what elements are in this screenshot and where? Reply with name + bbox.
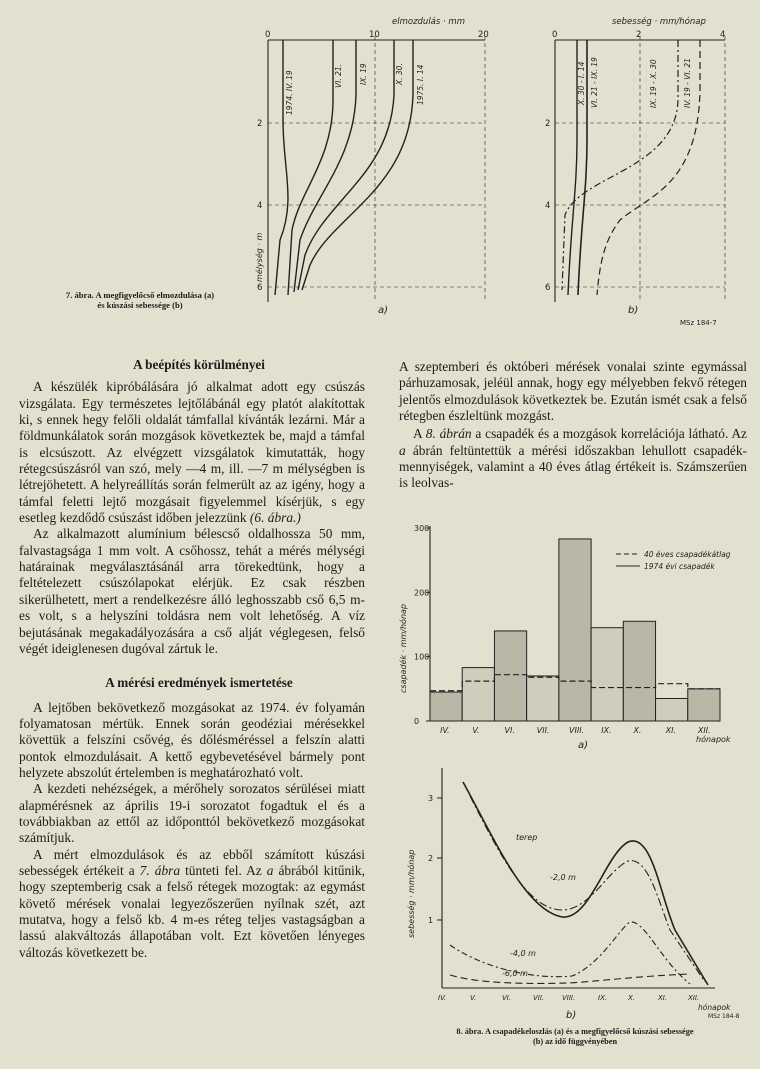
paragraph-6: A szeptemberi és októberi mérések vonalai szinte egymással párhuzamosak, jeléül annak, hogy egy mélyebben fekvő rétegen jelentős elmozdulások következtek be. Ezután ismét csak a felső rétegben észleltünk mozgást. (399, 359, 747, 424)
legend-40-eves: 40 éves csapadékátlag (644, 550, 731, 559)
curve-X-30 (298, 40, 394, 290)
top-axis-label-b: sebesség · mm/hónap (612, 17, 706, 27)
figure-8b-source: MSz 184-8 (708, 1013, 740, 1020)
y-tick-8a-200: 200 (414, 588, 430, 598)
panel-label-a: a) (378, 305, 389, 316)
paragraph-2: Az alkalmazott alumínium bélescső oldalhossza 50 mm, falvastagsága 1 mm volt. A csőhossz, tehát a mérés mélységi határainak megválasztásánál arra törekedtünk, hogy a feltételezett csúszólapokat elérjük. Ez csak részben sikerülhetett, mert a rendelkezésre álló leghosszabb cső 6,5 m-es volt, s a helyszíni toldásra nem volt lehetőség. A víz bejutásának megakadályozására a cső alját véglegesen, felső végét ideiglenesen dugóval zártuk le. (19, 526, 365, 656)
y-tick-8b-1: 1 (428, 916, 434, 925)
x-tick-8a-VII.: VII. (536, 726, 550, 735)
x-tick-8a-X.: X. (633, 726, 642, 735)
figure-8a-y-ticks (414, 524, 430, 726)
x-tick-8b-VII: VII. (533, 994, 545, 1002)
x-tick-8b-X: X. (628, 994, 636, 1002)
paragraph-5: A mért elmozdulások és az ebből számított kúszási sebességek értékeit a 7. ábra tünteti fel. Az a ábrából kitűnik, hogy szeptemberig csak a felső rétegek mozogtak: az egymást követő mérések vonalai legyezőszerűen nyílnak szét, azt mutatva, hogy a felső kb. 4 m-es réteg teljes vastagságban a lassú alakváltozás állapotában volt. Ezt követően lényeges változás következett be. (19, 846, 365, 960)
y-tick-b-4: 4 (545, 201, 551, 211)
x-tick-a-1: 10 (369, 30, 380, 40)
curve-label-X30-I14: X. 30 - I. 14 (577, 61, 586, 105)
heading-beepites: A beépítés körülményei (133, 357, 265, 372)
left-column (19, 357, 365, 961)
figure-8b-y-label: sebesség · mm/hónap (407, 849, 416, 938)
panel-label-b: b) (628, 305, 639, 316)
x-tick-b-2: 2 (636, 30, 642, 40)
figure-7-source: MSz 184-7 (680, 319, 717, 327)
x-tick-8a-XI.: XI. (665, 726, 677, 735)
figure-8b-chart (390, 760, 760, 1022)
x-tick-8a-IV.: IV. (440, 726, 450, 735)
curve-label-1974-IV-19: 1974. IV. 19 (285, 70, 294, 115)
paragraph-4: A kezdeti nehézségek, a mérőhely sorozatos sérülései miatt alapmérésnek az április 19-i sorozatot fogadtuk el és a továbbiakban az ettől az időponttól bekövetkező mozgásokat számítjuk. (19, 781, 365, 846)
label-6m: -6,0 m (502, 969, 528, 978)
figure-8a-panel-label: a) (578, 740, 589, 751)
y-axis-label-a: mélység · m (255, 232, 264, 282)
x-tick-8b-IX: IX. (598, 994, 608, 1002)
figure-8b-curves (450, 782, 708, 985)
x-tick-8b-V: V. (470, 994, 477, 1002)
figure-8-caption-line2: (b) az idő függvényében (532, 1037, 618, 1046)
legend-1974: 1974 évi csapadék (644, 562, 715, 571)
bar-1974-XI. (656, 698, 688, 721)
y-tick-8b-3: 3 (428, 794, 434, 803)
curve-label-VI21-IX19: VI. 21 - IX. 19 (590, 57, 599, 108)
curve-label-IX-19: IX. 19 (359, 63, 368, 85)
label-4m: -4,0 m (510, 949, 536, 958)
right-column (399, 359, 747, 492)
x-tick-a-2: 20 (478, 30, 489, 40)
figure-8b-panel-label: b) (566, 1010, 577, 1021)
paragraph-1: A készülék kipróbálására jó alkalmat adott egy csúszás vizsgálata. Egy természetes lejtőlábánál egy platót alakítottak ki, s ennek hegy felőli oldalát támfallal kívánták lezárni. Már a földmunkálatok során mozgások következtek be, majd a támfal is elcsúszott. Az elvégzett vizsgálatok kimutatták, hogy rétegcsúszásról van szó, mely —4 m, ill. —7 m mélységben is létrejöhetett. A helyreállítás során felmerült az az igény, hogy a támfal feletti lejtő mozgásait figyelemmel kísérjük, s egy esetleg kezdődő csúszást időben jelezzünk (6. ábra.) (19, 379, 365, 526)
y-tick-8a-300: 300 (414, 524, 430, 533)
curve-label-IX19-X30: IX. 19 - X. 30 (649, 59, 658, 108)
heading-meresi-eredmenyek: A mérési eredmények ismertetése (105, 675, 293, 691)
y-tick-b-6: 6 (545, 283, 551, 293)
bar-1974-V. (462, 668, 494, 721)
curve-terep (463, 782, 708, 985)
curve-X30-I14 (568, 40, 577, 295)
paragraph-3: A lejtőben bekövetkező mozgásokat az 1974. év folyamán folyamatosan mértük. Ennek során geodéziai mérésekkel követtük a felszíni csővég, és dőlésméréssel a felszín alatti pontok elmozdulásait. A kettő egybevetésével bármely pont helyzete abszolút értelemben is meghatározható volt. (19, 699, 365, 780)
bar-1974-IX. (591, 628, 623, 721)
figure-8b-axes (437, 768, 715, 988)
figure-7a-panel (268, 36, 485, 302)
x-tick-8b-VI: VI. (502, 994, 512, 1002)
bar-1974-VII. (527, 676, 559, 721)
figure-8a-x-ticks (440, 726, 711, 735)
x-tick-b-4: 4 (720, 30, 726, 40)
bar-1974-VI. (494, 631, 526, 721)
x-tick-8b-XI: XI. (658, 994, 668, 1002)
bar-1974-VIII. (559, 539, 591, 721)
x-tick-8a-V.: V. (472, 726, 480, 735)
label-2m: -2,0 m (550, 873, 576, 882)
y-tick-a-4: 4 (257, 201, 263, 211)
bar-1974-IV. (430, 692, 462, 721)
x-tick-8a-IX.: IX. (601, 726, 612, 735)
figure-8a-x-unit: hónapok (696, 735, 731, 744)
x-tick-8b-XII: XII. (688, 994, 700, 1002)
curve-label-VI-21: VI. 21. (334, 63, 343, 88)
top-axis-label-a: elmozdulás · mm (392, 17, 465, 27)
label-terep: terep (516, 833, 538, 842)
figure-8-caption-line1: 8. ábra. A csapadékeloszlás (a) és a megfigyelőcső kúszási sebessége (456, 1027, 694, 1036)
x-tick-8a-VIII.: VIII. (569, 726, 585, 735)
figure-8-caption (392, 1027, 758, 1047)
y-tick-b-2: 2 (545, 119, 551, 129)
curve-VI-21 (288, 40, 333, 295)
curve-label-IV19-VI21: IV. 19 - VI. 21 (683, 58, 692, 108)
x-tick-b-0: 0 (552, 30, 558, 40)
x-tick-8a-VI.: VI. (504, 726, 515, 735)
figure-7-caption (20, 290, 260, 310)
curve-4m (450, 922, 690, 984)
curve-2m (470, 796, 705, 982)
y-tick-8a-100: 100 (414, 652, 430, 662)
curve-label-X-30: X. 30. (395, 63, 404, 85)
bar-1974-X. (623, 621, 655, 721)
x-tick-8b-IV: IV. (438, 994, 447, 1002)
x-tick-8b-VIII: VIII. (562, 994, 576, 1002)
x-tick-a-0: 0 (265, 30, 271, 40)
figure-8a-chart (390, 518, 760, 758)
figure-8a-y-label: csapadék · mm/hónap (399, 603, 408, 693)
paragraph-7: A 8. ábrán a csapadék és a mozgások korrelációja látható. Az a ábrán feltüntettük a mérési időszakban lehullott csapadék-mennyiségek, valamint a 40 éves átlag értékeit is. Számszerűen is leolvas- (399, 426, 747, 491)
curve-6m (450, 974, 690, 983)
figure-7b-labels (545, 16, 725, 327)
figure-7-caption-line1: 7. ábra. A megfigyelőcső elmozdulása (a) (65, 290, 215, 300)
y-tick-a-6: 6 (257, 283, 263, 293)
curve-IX-19 (294, 40, 356, 292)
x-tick-8a-XII.: XII. (697, 726, 711, 735)
figure-8a-legend (616, 550, 731, 571)
curve-label-1975-I-14: 1975. I. 14 (416, 64, 425, 105)
y-tick-8b-2: 2 (428, 854, 434, 863)
y-tick-a-2: 2 (257, 119, 263, 129)
y-tick-8a-0: 0 (414, 717, 420, 726)
figure-8b-x-unit: hónapok (698, 1003, 731, 1012)
figure-7-caption-line2: és kúszási sebessége (b) (97, 300, 183, 310)
bar-1974-XII. (688, 689, 720, 721)
